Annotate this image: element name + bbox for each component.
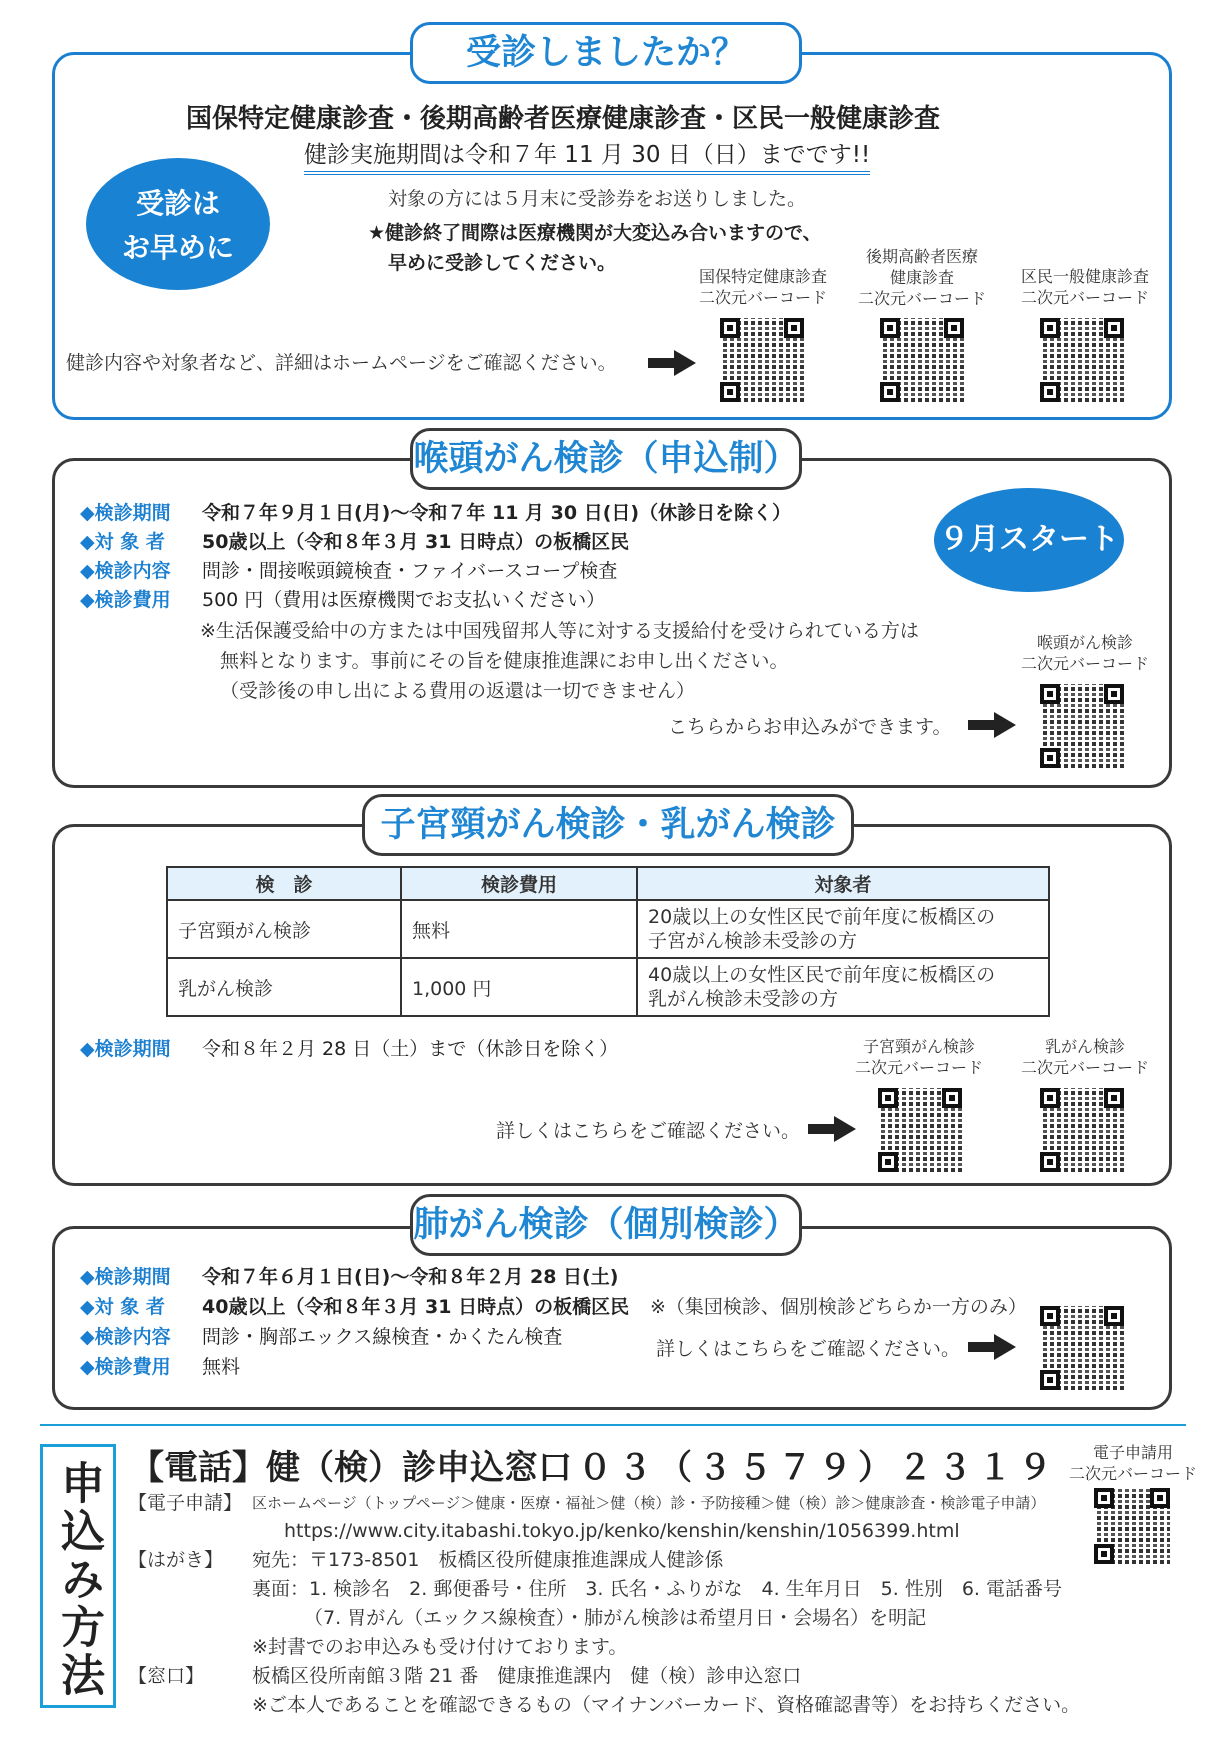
larynx-item-fee: ◆検診費用 500 円（費用は医療機関でお支払いください） (80, 589, 606, 611)
cell-target: 40歳以上の女性区民で前年度に板橋区の 乳がん検診未受診の方 (637, 958, 1049, 1016)
window-label: 【窓口】 (128, 1665, 205, 1687)
header-fee: 検診費用 (401, 867, 637, 900)
larynx-note-3: （受診後の申し出による費用の返還は一切できません） (220, 680, 696, 702)
lung-item-period: ◆検診期間 令和７年６月１日(日)～令和８年２月 28 日(土) (80, 1266, 619, 1288)
cell-exam: 乳がん検診 (167, 958, 401, 1016)
september-start-badge: ９月スタート (934, 488, 1124, 592)
apply-divider (40, 1424, 1186, 1426)
lung-title: 肺がん検診（個別検診） (410, 1194, 802, 1256)
e-application-url[interactable]: https://www.city.itabashi.tokyo.jp/kenko/kenshin/kenshin/1056399.html (284, 1520, 960, 1542)
cervical-breast-period: ◆検診期間 令和８年２月 28 日（土）まで（休診日を除く） (80, 1038, 619, 1060)
e-application-label: 【電子申請】 (128, 1492, 243, 1514)
qr-code-kumin[interactable] (1040, 318, 1124, 402)
larynx-item-content: ◆検診内容 問診・間接喉頭鏡検査・ファイバースコープ検査 (80, 560, 618, 582)
table-header-row (167, 867, 1049, 900)
badge-line-1: 受診は (135, 187, 220, 220)
postcard-note: ※封書でのお申込みも受け付けております。 (252, 1636, 628, 1658)
qr-label-kokuho: 国保特定健康診査 二次元バーコード (698, 267, 827, 307)
postcard-address: 宛先：〒173-8501 板橋区役所健康推進課成人健診係 (252, 1549, 724, 1571)
checkup-note-2: ★健診終了間際は医療機関が大変込み合いますので、 (368, 222, 822, 244)
checkup-title: 受診しましたか？ (410, 22, 802, 84)
lung-item-fee: ◆検診費用 無料 (80, 1356, 241, 1378)
header-exam: 検 診 (167, 867, 401, 900)
qr-label-larynx: 喉頭がん検診 二次元バーコード (1020, 633, 1149, 673)
qr-label-e-application: 電子申請用 二次元バーコード (1068, 1443, 1197, 1483)
arrow-right-icon (968, 1334, 1016, 1360)
lung-item-content: ◆検診内容 問診・胸部エックス線検査・かくたん検査 (80, 1326, 563, 1348)
phone-label: 【電話】健（検）診申込窓口 (130, 1448, 572, 1488)
cell-fee: 無料 (401, 900, 637, 958)
qr-code-kouki[interactable] (880, 318, 964, 402)
qr-code-e-application[interactable] (1094, 1488, 1170, 1564)
cell-target: 20歳以上の女性区民で前年度に板橋区の 子宮がん検診未受診の方 (637, 900, 1049, 958)
postcard-back-2: （7. 胃がん（エックス線検査）・肺がん検診は希望月日・会場名）を明記 (304, 1607, 927, 1629)
postcard-back: 裏面：1. 検診名 2. 郵便番号・住所 3. 氏名・ふりがな 4. 生年月日 5. 性別 6. 電話番号 (252, 1578, 1063, 1600)
lung-detail: 詳しくはこちらをご確認ください。 (656, 1338, 961, 1360)
arrow-right-icon (968, 712, 1016, 738)
window-note: ※ご本人であることを確認できるもの（マイナンバーカード、資格確認書等）をお持ちください。 (252, 1694, 1081, 1716)
postcard-label: 【はがき】 (128, 1549, 224, 1571)
window-address: 板橋区役所南館３階 21 番 健康推進課内 健（検）診申込窓口 (252, 1665, 802, 1687)
larynx-note-1: ※生活保護受給中の方または中国残留邦人等に対する支援給付を受けられている方は (200, 620, 919, 642)
lung-note: ※（集団検診、個別検診どちらか一方のみ） (650, 1296, 1027, 1318)
header-target: 対象者 (637, 867, 1049, 900)
qr-code-lung[interactable] (1040, 1306, 1124, 1390)
arrow-right-icon (808, 1116, 856, 1142)
qr-code-kokuho[interactable] (720, 318, 804, 402)
early-visit-badge (86, 158, 270, 290)
larynx-item-period: ◆検診期間 令和７年９月１日(月)～令和７年 11 月 30 日(日)（休診日を除く） (80, 502, 792, 524)
apply-vertical-heading: 申込み方法 (40, 1444, 116, 1708)
checkup-note-3: 早めに受診してください。 (388, 252, 617, 274)
checkup-note-1: 対象の方には５月末に受診券をお送りしました。 (388, 188, 807, 210)
cell-exam: 子宮頸がん検診 (167, 900, 401, 958)
table-row (167, 958, 1049, 1016)
qr-label-kouki: 後期高齢者医療 健康診査 二次元バーコード (857, 247, 986, 308)
qr-label-cervical: 子宮頸がん検診 二次元バーコード (854, 1037, 983, 1077)
larynx-title: 喉頭がん検診（申込制） (410, 428, 802, 490)
arrow-right-icon (648, 350, 696, 376)
cervical-breast-title: 子宮頸がん検診・乳がん検診 (362, 794, 854, 856)
larynx-item-target: ◆対 象 者 50歳以上（令和８年３月 31 日時点）の板橋区民 (80, 531, 630, 553)
cervical-breast-detail: 詳しくはこちらをご確認ください。 (496, 1120, 801, 1142)
table-row (167, 900, 1049, 958)
qr-code-cervical[interactable] (878, 1088, 962, 1172)
larynx-apply: こちらからお申込みができます。 (668, 716, 952, 738)
checkup-headline: 国保特定健康診査・後期高齢者医療健康診査・区民一般健康診査 (186, 104, 941, 134)
lung-item-target: ◆対 象 者 40歳以上（令和８年３月 31 日時点）の板橋区民 (80, 1296, 630, 1318)
e-application-path: 区ホームページ（トップページ＞健康・医療・福祉＞健（検）診・予防接種＞健（検）診＞健康診査・検診電子申請） (252, 1494, 1046, 1512)
larynx-note-2: 無料となります。事前にその旨を健康推進課にお申し出ください。 (220, 650, 789, 672)
qr-label-kumin: 区民一般健康診査 二次元バーコード (1020, 267, 1149, 307)
screening-table (166, 866, 1050, 1017)
qr-code-breast[interactable] (1040, 1088, 1124, 1172)
qr-code-larynx[interactable] (1040, 684, 1124, 768)
checkup-period: 健診実施期間は令和７年 11 月 30 日（日）までです!! (304, 136, 870, 175)
qr-label-breast: 乳がん検診 二次元バーコード (1020, 1037, 1149, 1077)
phone-number: ０３（３５７９）２３１９ (578, 1448, 1058, 1488)
cell-fee: 1,000 円 (401, 958, 637, 1016)
badge-line-2: お早めに (121, 231, 234, 264)
checkup-detail: 健診内容や対象者など、詳細はホームページをご確認ください。 (66, 352, 617, 374)
